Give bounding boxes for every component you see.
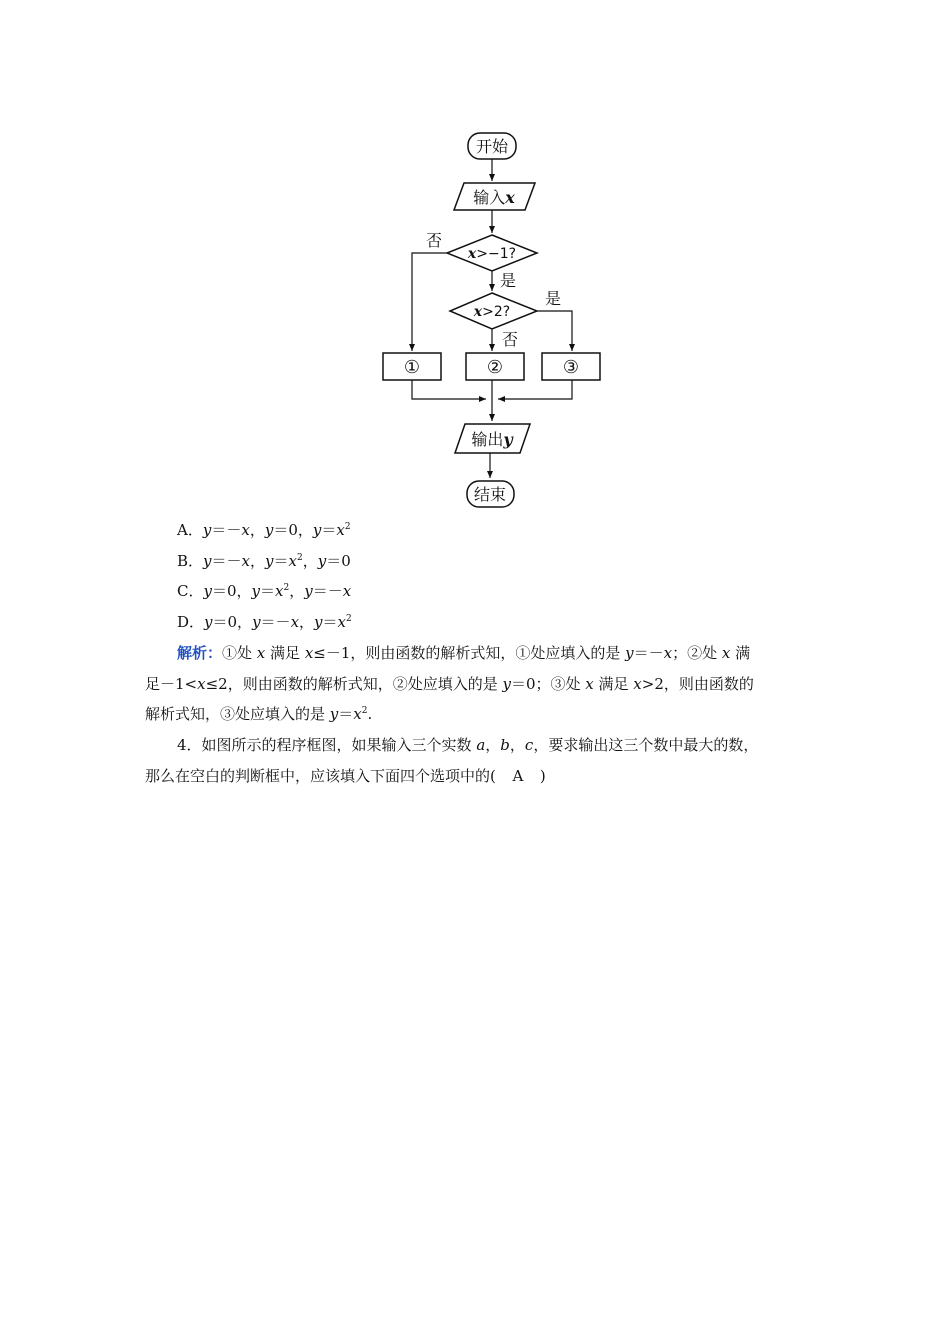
analysis-line-1: 解析：①处 x 满足 x≤－1，则由函数的解析式知，①处应填入的是 y＝－x；②处 x 满 xyxy=(177,644,751,662)
analysis-label: 解析： xyxy=(177,644,223,662)
option-d: D．y＝0，y＝－x，$y=x^2$ xyxy=(177,613,352,631)
question-4-line-2: 那么在空白的判断框中，应该填入下面四个选项中的( A ) xyxy=(145,767,546,785)
output-label: 输出 xyxy=(471,430,504,449)
decision-1-var: x xyxy=(467,246,477,262)
svg-text:输入x xyxy=(473,188,515,207)
decision-2-no-label: 否 xyxy=(502,330,519,349)
decision-2-cond: >2? xyxy=(482,304,511,320)
input-var: x xyxy=(505,188,515,207)
question-4-answer: A xyxy=(512,767,524,785)
process-box-1-label: ① xyxy=(403,357,421,378)
decision-2-yes-label: 是 xyxy=(545,289,562,308)
svg-text:输出y xyxy=(471,430,514,449)
analysis-line-3: 解析式知，③处应填入的是 $y=x^2$. xyxy=(145,705,373,723)
program-flowchart xyxy=(370,125,620,515)
analysis-line-2: 足－1<x≤2，则由函数的解析式知，②处应填入的是 y＝0；③处 x 满足 x>2，则由函数的 xyxy=(145,675,754,693)
input-label: 输入 xyxy=(473,188,506,207)
decision-2-var: x xyxy=(473,304,483,320)
output-var: y xyxy=(503,430,513,449)
svg-text:x>2? xyxy=(473,304,510,320)
decision-1-cond: >−1? xyxy=(476,246,517,262)
decision-1-no-label: 否 xyxy=(426,231,443,250)
process-box-2-label: ② xyxy=(486,357,504,378)
option-c: C．y＝0，$y=x^2$，y＝－x xyxy=(177,582,352,600)
option-b: B．y＝－x，$y=x^2$，y＝0 xyxy=(177,552,351,570)
end-label: 结束 xyxy=(473,485,507,504)
question-4-line-1: 4．如图所示的程序框图，如果输入三个实数 a，b，c，要求输出这三个数中最大的数， xyxy=(177,736,759,754)
svg-text:x>−1? xyxy=(467,246,516,262)
start-label: 开始 xyxy=(475,137,509,156)
decision-1-yes-label: 是 xyxy=(500,271,517,290)
process-box-3-label: ③ xyxy=(562,357,580,378)
option-a: A．y＝－x，y＝0，$y=x^2$ xyxy=(177,521,351,539)
